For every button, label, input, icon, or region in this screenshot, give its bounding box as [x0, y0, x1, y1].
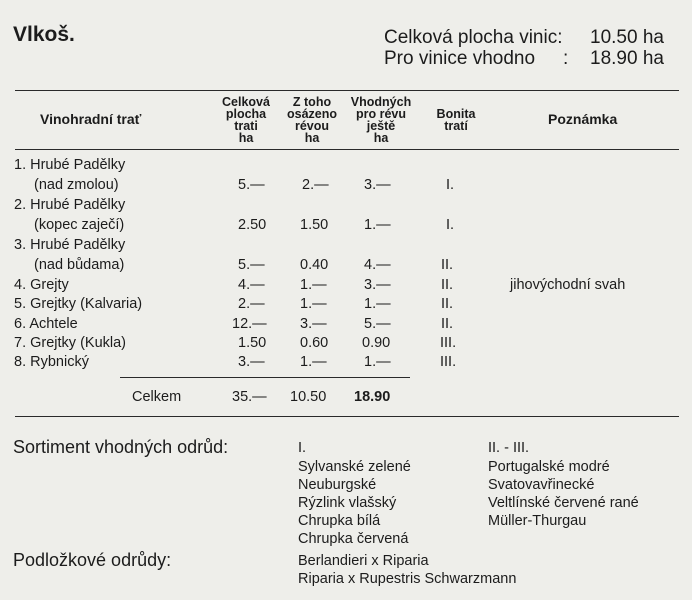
row-8-celkova: 3.—: [238, 354, 265, 370]
row-1-name-line-2: (nad zmolou): [34, 177, 119, 193]
row-3-osazeno: 0.40: [300, 257, 329, 273]
row-7-bonita: III.: [440, 335, 457, 351]
rule-top: [15, 90, 679, 91]
row-3-vhodnych: 4.—: [364, 257, 391, 273]
row-6-celkova: 12.—: [232, 316, 267, 332]
suitable-area-label: Pro vinice vhodno: [384, 48, 536, 69]
row-5-celkova: 2.—: [238, 296, 265, 312]
total-area-value: 10.50 ha: [590, 27, 664, 48]
suitable-area-separator: :: [563, 48, 569, 69]
total-celkova: 35.—: [232, 389, 267, 405]
header-osazeno: Z toho osázeno révou ha: [286, 95, 337, 145]
row-6-osazeno: 3.—: [300, 316, 327, 332]
rule-header: [15, 149, 679, 150]
sortiment-col1-item: Chrupka bílá: [298, 513, 381, 529]
row-3-name-line-2: (nad bůdama): [34, 257, 125, 273]
row-1-name-line-1: 1. Hrubé Padělky: [14, 157, 126, 173]
sortiment-label: Sortiment vhodných odrůd:: [13, 437, 229, 457]
sortiment-col2-item: Veltlínské červené rané: [488, 495, 639, 511]
sortiment-col2-item: Svatovavřinecké: [488, 477, 595, 493]
row-2-celkova: 2.50: [238, 217, 267, 233]
row-1-osazeno: 2.—: [302, 177, 329, 193]
row-4-name-line-1: 4. Grejty: [14, 277, 69, 293]
row-6-name-line-1: 6. Achtele: [14, 316, 78, 332]
suitable-area-value: 18.90 ha: [590, 48, 664, 69]
row-6-bonita: II.: [441, 316, 454, 332]
row-2-osazeno: 1.50: [300, 217, 329, 233]
podlozkove-label: Podložkové odrůdy:: [13, 550, 172, 570]
header-celkova: Celková plocha trati ha: [222, 95, 270, 145]
podlozkove-item: Berlandieri x Riparia: [298, 553, 429, 569]
rule-before-total: [120, 377, 410, 378]
row-4-bonita: II.: [441, 277, 454, 293]
row-7-osazeno: 0.60: [300, 335, 329, 351]
header-trat: Vinohradní trať: [40, 111, 142, 127]
sortiment-col2-head: II. - III.: [488, 440, 530, 456]
row-7-vhodnych: 0.90: [362, 335, 391, 351]
row-1-celkova: 5.—: [238, 177, 265, 193]
row-2-name-line-2: (kopec zaječí): [34, 217, 125, 233]
row-4-celkova: 4.—: [238, 277, 265, 293]
row-1-vhodnych: 3.—: [364, 177, 391, 193]
header-poznamka: Poznámka: [548, 111, 618, 127]
row-3-bonita: II.: [441, 257, 454, 273]
row-2-bonita: I.: [446, 217, 455, 233]
row-8-vhodnych: 1.—: [364, 354, 391, 370]
row-3-name-line-1: 3. Hrubé Padělky: [14, 237, 126, 253]
total-area-label: Celková plocha vinic:: [384, 27, 563, 48]
row-5-vhodnych: 1.—: [364, 296, 391, 312]
sortiment-col1-head: I.: [298, 440, 307, 456]
row-5-osazeno: 1.—: [300, 296, 327, 312]
page-title: Vlkoš.: [13, 23, 75, 46]
sortiment-col1-item: Chrupka červená: [298, 531, 409, 547]
sortiment-col2-item: Müller-Thurgau: [488, 513, 587, 529]
row-8-osazeno: 1.—: [300, 354, 327, 370]
sortiment-col1-item: Neuburgské: [298, 477, 377, 493]
row-1-bonita: I.: [446, 177, 455, 193]
sortiment-col2-item: Portugalské modré: [488, 459, 610, 475]
row-8-name-line-1: 8. Rybnický: [14, 354, 89, 370]
row-6-vhodnych: 5.—: [364, 316, 391, 332]
row-7-celkova: 1.50: [238, 335, 267, 351]
total-vhodnych: 18.90: [354, 389, 391, 405]
row-7-name-line-1: 7. Grejtky (Kukla): [14, 335, 126, 351]
total-label: Celkem: [132, 389, 182, 405]
sortiment-col1-item: Rýzlink vlašský: [298, 495, 397, 511]
row-4-osazeno: 1.—: [300, 277, 327, 293]
total-osazeno: 10.50: [290, 389, 327, 405]
row-8-bonita: III.: [440, 354, 457, 370]
row-2-name-line-1: 2. Hrubé Padělky: [14, 197, 126, 213]
row-4-poznamka: jihovýchodní svah: [510, 277, 626, 293]
row-5-bonita: II.: [441, 296, 454, 312]
podlozkove-item: Riparia x Rupestris Schwarzmann: [298, 571, 517, 587]
row-2-vhodnych: 1.—: [364, 217, 391, 233]
header-bonita: Bonita tratí: [436, 107, 476, 133]
row-3-celkova: 5.—: [238, 257, 265, 273]
row-5-name-line-1: 5. Grejtky (Kalvaria): [14, 296, 143, 312]
sortiment-col1-item: Sylvanské zelené: [298, 459, 411, 475]
header-vhodnych: Vhodných pro révu ještě ha: [350, 95, 412, 145]
row-4-vhodnych: 3.—: [364, 277, 391, 293]
rule-bottom: [15, 416, 679, 417]
